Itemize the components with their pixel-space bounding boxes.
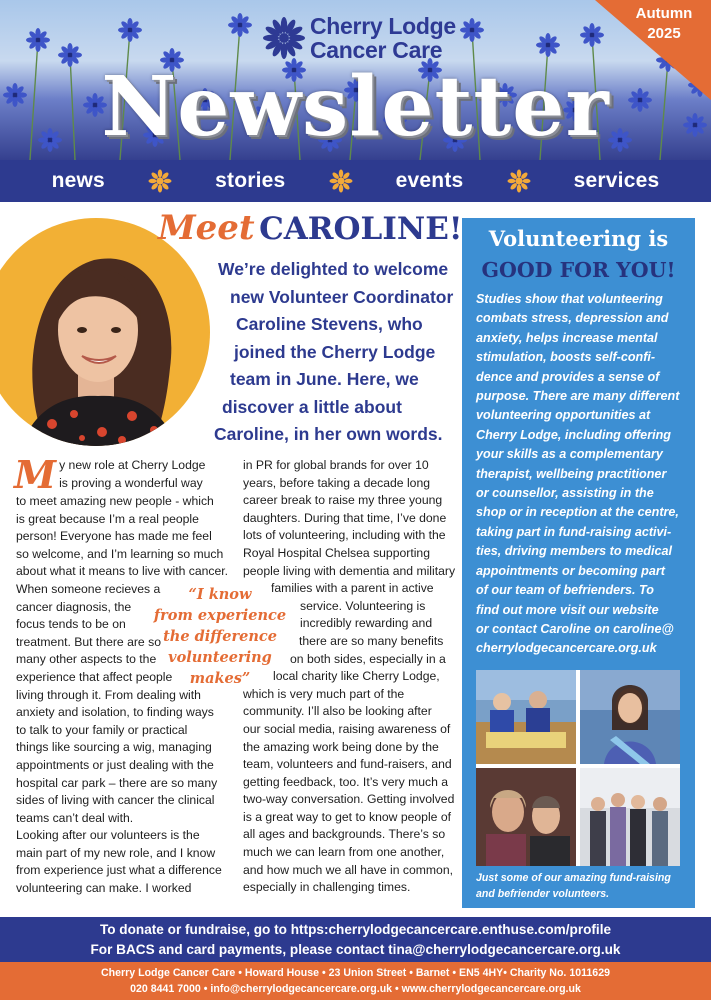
charity-logo[interactable]	[262, 12, 492, 64]
sidebar-line: dence and provides a sense of	[476, 369, 660, 384]
volunteering-sidebar	[462, 218, 695, 908]
sidebar-line: your skills as a complementary	[476, 447, 663, 462]
column-line: y new role at Cherry Lodge	[59, 458, 206, 472]
column-line: in PR for global brands for over 10	[243, 458, 429, 472]
photo-caption	[476, 870, 690, 902]
column-line: so welcome, and I’m learning so much	[16, 546, 224, 561]
pull-quote-line: the difference	[163, 628, 277, 645]
intro-line: team in June. Here, we	[230, 369, 419, 389]
intro-line: new Volunteer Coordinator	[230, 286, 454, 307]
column-line: is a great way to get to know people of	[243, 809, 451, 824]
contact-line[interactable]: 020 8441 7000 • info@cherrylodgecancercare.org.uk • www.cherrylodgecancercare.org.uk	[130, 983, 581, 995]
column-line: sides of living with cancer the clinical	[16, 793, 215, 808]
sidebar-line: Cherry Lodge, including offering	[476, 427, 671, 442]
sidebar-line: find out more visit our website	[476, 602, 659, 617]
sidebar-line: Studies show that volunteering	[476, 292, 663, 306]
pull-quote-line: volunteering	[168, 649, 272, 666]
sidebar-line: anxiety, helps increase mental	[476, 330, 658, 345]
column-line: the amazing work being done by the	[243, 739, 439, 754]
sidebar-title-line-2: GOOD FOR YOU!	[481, 258, 676, 282]
nav-stories[interactable]: stories	[215, 169, 286, 192]
caroline-portrait-photo	[0, 218, 210, 446]
sidebar-line: of our team of befrienders. To	[476, 583, 654, 598]
column-line: volunteering can make. I worked	[16, 881, 192, 896]
column-line: is great because I’m a real people	[16, 511, 199, 526]
cornflower-icon	[148, 169, 172, 193]
pull-quote-line: from experience	[153, 607, 287, 624]
column-line: families with a parent in active	[271, 581, 434, 596]
column-line: local charity like Cherry Lodge,	[273, 669, 440, 684]
column-line: our social media, raising awareness of	[243, 721, 451, 736]
newsletter-masthead: Newsletter	[101, 59, 610, 155]
column-line: about what it means to live with cancer.	[16, 564, 229, 579]
sidebar-line: therapist, wellbeing practitioner	[476, 466, 667, 481]
sidebar-line: combats stress, depression and	[476, 311, 669, 326]
nav-news[interactable]: news	[51, 169, 105, 192]
caption-line: Just some of our amazing fund-raising	[476, 872, 671, 884]
sidebar-line: purpose. There are many different	[476, 389, 680, 404]
sidebar-line: stimulation, boosts self-confi-	[476, 350, 656, 365]
column-line: community. I’ll also be looking after	[243, 704, 432, 719]
column-line: service. Volunteering is	[300, 598, 426, 613]
column-line: there are so many benefits	[299, 633, 444, 648]
volunteer-photo-friends	[476, 768, 576, 866]
donate-link[interactable]: To donate or fundraise, go to https:cherrylodgecancercare.enthuse.com/profile	[99, 922, 612, 937]
nav-events[interactable]: events	[395, 169, 464, 192]
column-line: lots of volunteering, including with the	[243, 528, 446, 543]
column-line: to meet amazing new people - which	[16, 494, 214, 508]
donation-footer	[0, 917, 711, 962]
edition-year: 2025	[647, 25, 681, 42]
cornflower-logo-icon	[262, 16, 306, 60]
drop-cap: M	[14, 452, 57, 497]
column-line: is proving a wonderful way	[59, 475, 203, 490]
headline-meet: Meet	[158, 208, 255, 248]
column-line: appointments or just dealing with the	[16, 757, 214, 772]
contact-email-link[interactable]: cherrylodgecancercare.org.uk	[476, 641, 657, 656]
column-line: especially in challenging times.	[243, 880, 411, 895]
column-line: and how much we all have in common,	[243, 862, 454, 877]
edition-season: Autumn	[635, 5, 693, 22]
intro-line: joined the Cherry Lodge	[234, 341, 436, 362]
pull-quote-line: makes”	[189, 670, 251, 687]
column-line: two-way conversation. Getting involved	[243, 792, 455, 807]
column-line: which is very much part of the	[243, 686, 405, 701]
nav-services[interactable]: services	[573, 169, 660, 192]
column-line: all ages and backgrounds. There’s so	[243, 827, 446, 842]
sidebar-line: or contact Caroline on caroline@	[476, 621, 674, 636]
column-line: from experience just what a difference	[16, 863, 222, 878]
section-nav-bar	[0, 160, 711, 202]
address-footer	[0, 962, 711, 1000]
bacs-contact-link[interactable]: For BACS and card payments, please contact tina@cherrylodgecancercare.org.uk	[90, 942, 621, 957]
column-line: cancer diagnosis, the	[16, 599, 132, 614]
logo-line-1: Cherry Lodge	[310, 13, 456, 39]
portrait-illustration	[0, 218, 210, 446]
column-line: person! Everyone has made me feel	[16, 529, 212, 544]
volunteer-photo-sash	[580, 670, 680, 764]
sidebar-line: shop or in reception at the centre,	[476, 505, 679, 520]
column-line: daughters. During that time, I’ve done	[243, 510, 447, 525]
sidebar-line: volunteering opportunities at	[476, 408, 651, 423]
column-line: main part of my new role, and I know	[16, 845, 216, 860]
logo-wordmark	[310, 14, 456, 62]
column-line: hospital car park – there are so many	[16, 775, 218, 790]
feature-headline	[158, 208, 462, 248]
headline-name: CAROLINE!	[259, 211, 463, 247]
pull-quote-line: “I know	[188, 586, 252, 603]
header-banner	[0, 0, 711, 160]
column-line: things like sourcing a wig, managing	[16, 740, 212, 755]
column-line: many other aspects to the	[16, 652, 157, 667]
column-line: incredibly rewarding and	[300, 616, 433, 631]
column-line: getting feedback, too. It’s very much a	[243, 774, 449, 789]
article-column-2	[243, 457, 458, 897]
feature-intro	[190, 256, 460, 449]
intro-line: We’re delighted to welcome	[218, 259, 449, 279]
column-line: on both sides, especially in a	[290, 651, 446, 666]
column-line: much we can learn from one another,	[243, 845, 445, 860]
sidebar-line: ties, driving members to medical	[476, 544, 672, 559]
sidebar-body	[476, 290, 690, 659]
sidebar-line: appointments or becoming part	[476, 563, 665, 578]
edition-label	[625, 4, 703, 44]
column-line: to talk to your family or practical	[16, 722, 188, 737]
volunteer-photo-grid	[476, 670, 680, 866]
column-line: anxiety and isolation, to finding ways	[16, 705, 214, 720]
column-line: experience that affect people	[16, 669, 173, 684]
intro-line: Caroline, in her own words.	[214, 424, 443, 444]
volunteer-photo-stall	[476, 670, 576, 764]
intro-line: discover a little about	[222, 396, 402, 417]
caption-line: and befriender volunteers.	[476, 888, 610, 900]
column-line: treatment. But there are so	[16, 634, 161, 649]
column-line: living through it. From dealing with	[16, 687, 201, 702]
volunteer-photo-group	[580, 768, 680, 866]
column-line: team, volunteers and fund-raisers, and	[243, 757, 452, 772]
sidebar-line: or counsellor, assisting in the	[476, 486, 654, 501]
column-line: Looking after our volunteers is the	[16, 828, 200, 843]
column-line: teams can’t deal with.	[16, 810, 134, 825]
intro-line: Caroline Stevens, who	[236, 314, 423, 334]
sidebar-line: taking part in fund-raising activi-	[476, 524, 672, 539]
column-line: career break to raise my three young	[243, 493, 443, 508]
column-line: years, before taking a decade long	[243, 475, 431, 490]
column-line: When someone recieves a	[16, 581, 161, 596]
cornflower-icon	[507, 169, 531, 193]
logo-line-2: Cancer Care	[310, 37, 443, 63]
sidebar-title-line-1: Volunteering is	[488, 226, 669, 251]
address-line: Cherry Lodge Cancer Care • Howard House • 23 Union Street • Barnet • EN5 4HY• Charity No. 1011629	[101, 967, 610, 979]
cornflower-icon	[329, 169, 353, 193]
column-line: focus tends to be on	[16, 617, 126, 632]
column-line: people living with dementia and military	[243, 563, 456, 578]
column-line: Royal Hospital Chelsea supporting	[243, 545, 430, 560]
